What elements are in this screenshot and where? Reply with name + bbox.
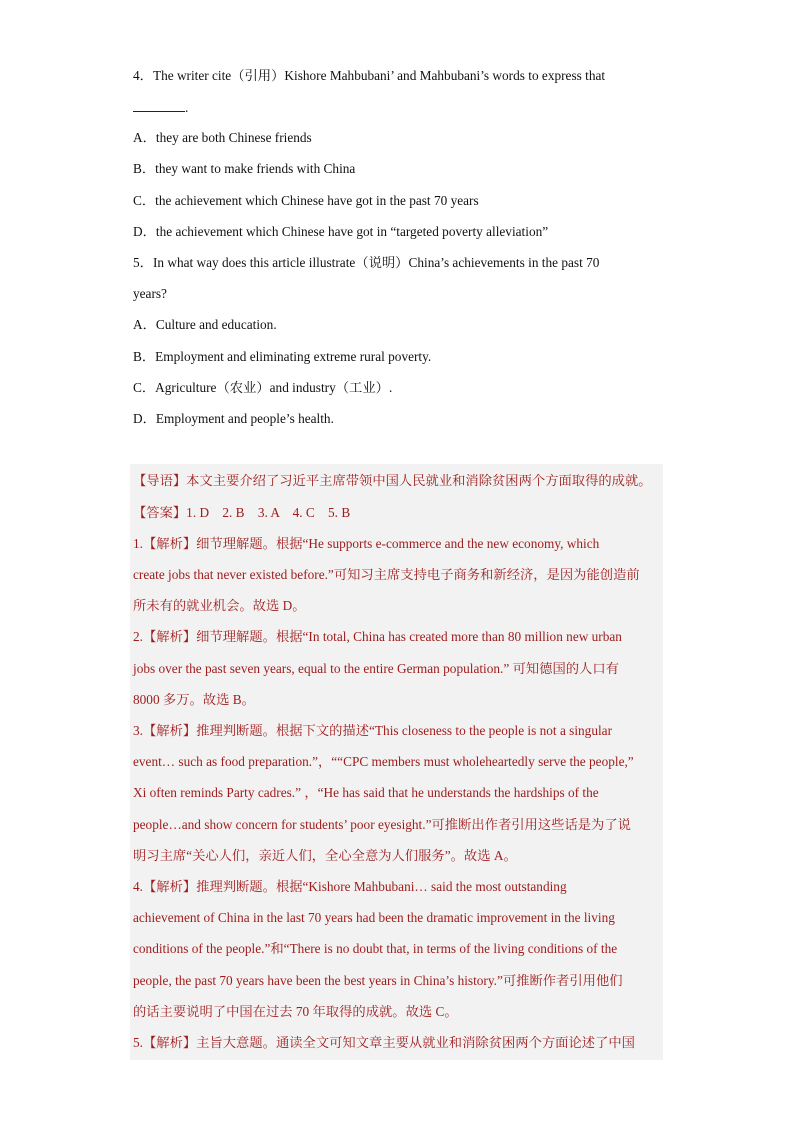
explanation-4-line-4: people, the past 70 years have been the best years in China’s history.”可推断作者引用他们 [133,973,623,988]
explanation-4-line-3: conditions of the people.”和“There is no doubt that, in terms of the living conditions of the [133,941,618,956]
question-4-option-d: D．the achievement which Chinese have got in “targeted poverty alleviation” [133,224,549,239]
question-4-blank-line [133,99,188,117]
intro-line: 【导语】本文主要介绍了习近平主席带领中国人民就业和消除贫困两个方面取得的成就。 [133,473,652,488]
explanation-3-line-4: people…and show concern for students’ poor eyesight.”可推断出作者引用这些话是为了说 [133,817,631,832]
question-5-option-b: B．Employment and eliminating extreme rural poverty. [133,349,432,364]
question-5-option-d: D．Employment and people’s health. [133,411,334,426]
question-5-stem: 5．In what way does this article illustrate（说明）China’s achievements in the past 70 [133,255,600,270]
explanation-3-line-3: Xi often reminds Party cadres.” ，“He has said that he understands the hardships of the [133,785,599,800]
question-4-stem: 4．The writer cite（引用）Kishore Mahbubani’ and Mahbubani’s words to express that [133,68,606,83]
answer-blank [133,99,185,112]
explanation-5-line-1: 5.【解析】主旨大意题。通读全文可知文章主要从就业和消除贫困两个方面论述了中国 [133,1035,635,1050]
question-4-option-b: B．they want to make friends with China [133,161,356,176]
explanation-3-line-5: 明习主席“关心人们，亲近人们，全心全意为人们服务”。故选 A。 [133,848,517,863]
question-4-option-c: C．the achievement which Chinese have got in the past 70 years [133,193,479,208]
explanation-2-line-3: 8000 多万。故选 B。 [133,692,255,707]
question-5-stem-cont: years? [133,286,167,301]
explanation-1-line-2: create jobs that never existed before.”可知习主席支持电子商务和新经济，是因为能创造前 [133,567,640,582]
explanation-4-line-5: 的话主要说明了中国在过去 70 年取得的成就。故选 C。 [133,1004,458,1019]
blank-period: . [185,100,189,115]
question-5-option-a: A．Culture and education. [133,317,277,332]
explanation-4-line-2: achievement of China in the last 70 years had been the dramatic improvement in the living [133,910,615,925]
explanation-1-line-1: 1.【解析】细节理解题。根据“He supports e-commerce and the new economy, which [133,536,600,551]
explanation-4-line-1: 4.【解析】推理判断题。根据“Kishore Mahbubani… said the most outstanding [133,879,567,894]
explanation-3-line-2: event… such as food preparation.”，““CPC members must wholeheartedly serve the people,” [133,754,634,769]
answer-key-line: 【答案】1. D 2. B 3. A 4. C 5. B [133,505,351,520]
explanation-1-line-3: 所未有的就业机会。故选 D。 [133,598,306,613]
explanation-3-line-1: 3.【解析】推理判断题。根据下文的描述“This closeness to the people is not a singular [133,723,613,738]
explanation-2-line-1: 2.【解析】细节理解题。根据“In total, China has created more than 80 million new urban [133,629,622,644]
question-4-option-a: A．they are both Chinese friends [133,130,312,145]
question-5-option-c: C．Agriculture（农业）and industry（工业）. [133,380,393,395]
explanation-2-line-2: jobs over the past seven years, equal to the entire German population.” 可知德国的人口有 [133,661,619,676]
